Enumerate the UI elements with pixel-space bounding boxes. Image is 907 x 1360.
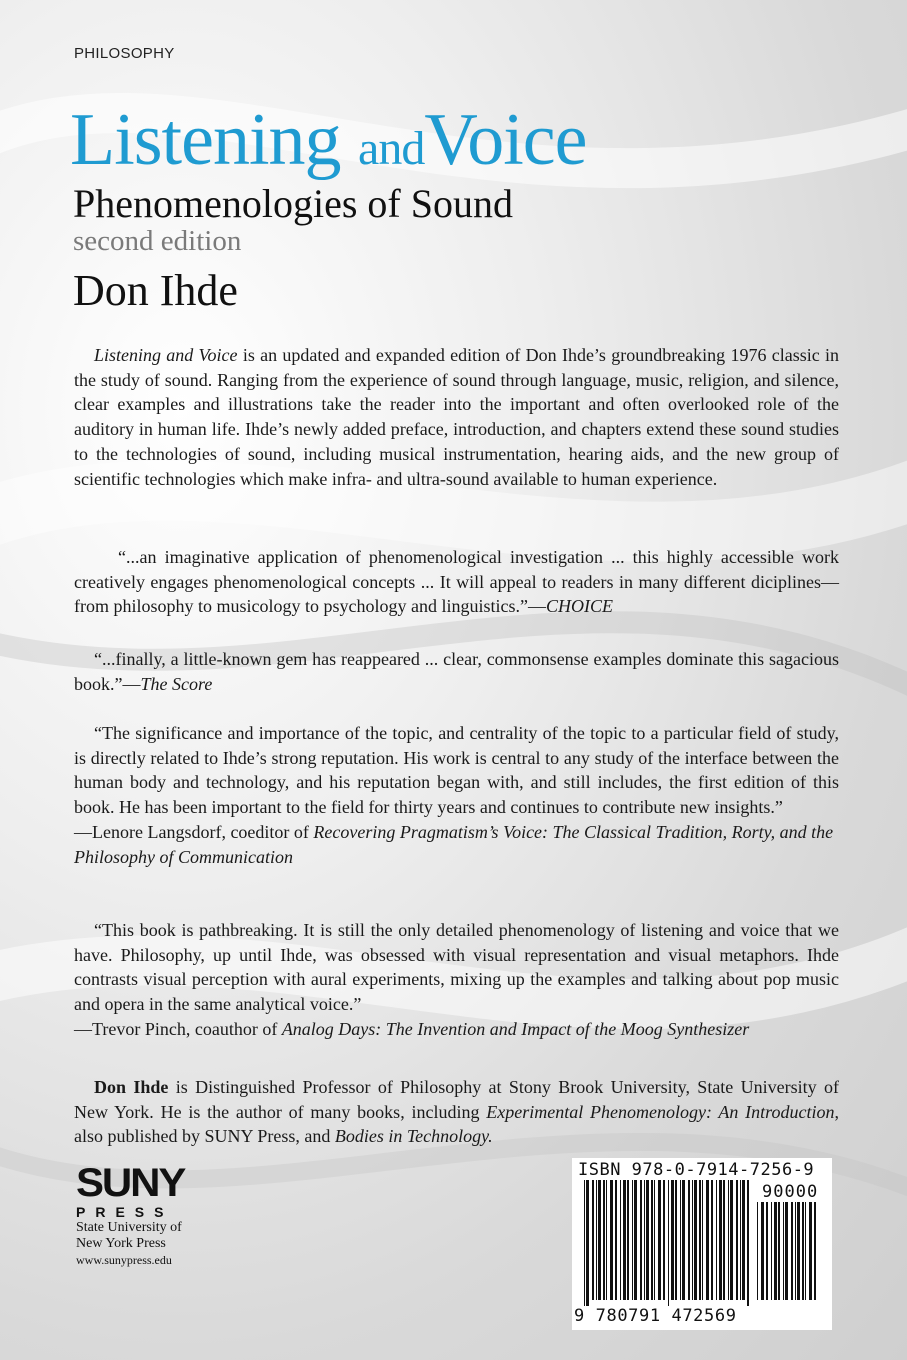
suny-wordmark: SUNY: [76, 1161, 185, 1205]
barcode-bar: [797, 1202, 800, 1300]
description-paragraph: [74, 343, 839, 491]
publisher-logo: [76, 1161, 206, 1268]
barcode-bar: [596, 1180, 597, 1300]
barcode-bar: [644, 1180, 645, 1300]
quote-text: “...finally, a little-known gem has reappeared ... clear, commonsense examples dominate this sagacious book.”: [74, 649, 839, 694]
barcode-bar: [680, 1180, 681, 1300]
barcode-bar: [606, 1180, 607, 1300]
barcode-bar: [742, 1180, 745, 1300]
quote-dash: —: [527, 596, 546, 617]
barcode-bar: [623, 1180, 626, 1300]
barcode-bar: [615, 1180, 617, 1300]
quote-source: The Score: [140, 673, 213, 694]
quote-text: “...an imaginative application of phenomenological investigation ... this highly accessible work creatively engages phenomenological concepts ... It will appeal to readers in many different diciplines—from philosophy to musicology to psychology and linguistics.”: [74, 547, 839, 617]
barcode-bar: [723, 1180, 725, 1300]
review-quote-score: [74, 647, 839, 696]
barcode-bar: [586, 1180, 589, 1306]
barcode-bar: [675, 1180, 677, 1300]
barcode-bar: [592, 1180, 594, 1300]
barcode-bar: [785, 1202, 788, 1300]
barcode-bar: [603, 1180, 605, 1300]
barcode-bar: [761, 1202, 764, 1300]
bio-name: Don Ihde: [94, 1077, 169, 1097]
author-name: Don Ihde: [73, 266, 238, 315]
barcode-bar: [640, 1180, 642, 1300]
barcode-bar: [814, 1202, 816, 1300]
barcode-bar: [730, 1180, 733, 1300]
barcode: [572, 1158, 832, 1330]
attribution-work: Analog Days: The Invention and Impact of the Moog Synthesizer: [281, 1018, 750, 1039]
review-quote-langsdorf: [74, 721, 839, 869]
barcode-bar: [728, 1180, 729, 1300]
barcode-bar: [809, 1202, 812, 1300]
title-word-and: and: [358, 122, 425, 175]
barcode-bar: [620, 1180, 621, 1300]
barcode-bar: [805, 1202, 806, 1300]
barcode-bar: [598, 1180, 601, 1300]
author-bio: [74, 1075, 839, 1149]
barcode-bars: [584, 1180, 754, 1306]
isbn-label: ISBN 978-0-7914-7256-9: [578, 1160, 815, 1180]
barcode-bar: [694, 1180, 697, 1300]
barcode-bar: [610, 1180, 613, 1300]
barcode-bar: [778, 1202, 780, 1300]
barcode-bar: [706, 1180, 709, 1300]
publisher-url: www.sunypress.edu: [76, 1253, 172, 1267]
barcode-bar: [757, 1202, 758, 1300]
barcode-bar: [795, 1202, 796, 1300]
barcode-bar: [663, 1180, 665, 1300]
barcode-bar: [634, 1180, 637, 1300]
barcode-bar: [632, 1180, 633, 1300]
bio-text: is Distinguished Professor of Philosophy at Stony Brook University, State University of New York. He is the author of many books, including: [74, 1077, 839, 1122]
barcode-bar: [646, 1180, 649, 1300]
press-wordmark: PRESS: [76, 1204, 174, 1220]
publisher-line-2: New York Press: [76, 1236, 166, 1251]
publisher-line-1: State University of: [76, 1220, 182, 1235]
price-code: 90000: [762, 1182, 819, 1202]
barcode-bar: [699, 1180, 701, 1300]
quote-dash: —: [122, 673, 141, 694]
review-quote-choice: [74, 545, 839, 619]
barcode-bar: [783, 1202, 784, 1300]
bio-book-1: Experimental Phenomenology: An Introduction: [486, 1101, 835, 1122]
barcode-bar: [682, 1180, 685, 1300]
barcode-bar: [688, 1180, 690, 1300]
barcode-bar: [802, 1202, 804, 1300]
barcode-bar: [791, 1202, 793, 1300]
barcode-bar: [716, 1180, 717, 1300]
barcode-bar: [702, 1180, 703, 1300]
barcode-bar: [740, 1180, 741, 1300]
barcode-bar: [658, 1180, 661, 1300]
barcode-bar: [766, 1202, 768, 1300]
barcode-bar: [584, 1180, 585, 1306]
edition-label: second edition: [73, 225, 242, 257]
attribution-work: Recovering Pragmatism’s Voice: The Classical Tradition, Rorty, and the Philosophy of Communication: [74, 821, 834, 867]
quote-text: “The significance and importance of the topic, and centrality of the topic to a particular field of study, is directly related to Ihde’s strong reputation. His work is central to any study of the interface between the human body and technology, and his reputation began with, and still includes, the first edition of this book. He has been important to the field for thirty years and continues to contribute new insights.”: [74, 723, 839, 818]
barcode-bar: [654, 1180, 655, 1300]
review-quote-pinch: [74, 918, 839, 1042]
ean-digits: 9 780791 472569: [574, 1306, 737, 1326]
barcode-bar: [771, 1202, 772, 1300]
bio-text: , also published by SUNY Press, and: [74, 1101, 840, 1147]
quote-text: “This book is pathbreaking. It is still the only detailed phenomenology of listening and voice that we have. Philosophy, up until Ihde, was obsessed with visual representation and visual metaphors. Ihde contrasts visual perception with aural experiments, mixing up the examples and talking about pop music and opera in the same analytical voice.”: [74, 920, 839, 1015]
bio-book-2: Bodies in Technology.: [334, 1126, 493, 1147]
description-lead-title: Listening and Voice: [94, 345, 238, 365]
barcode-bar: [774, 1202, 777, 1300]
title-word-listening: Listening: [70, 99, 341, 181]
barcode-bar: [651, 1180, 653, 1300]
description-text: is an updated and expanded edition of Don Ihde’s groundbreaking 1976 classic in the study of sound. Ranging from the experience of sound through language, music, religion, and silence, clear examples and illustrations take the reader into the important and often overlooked role of the auditory in human life. Ihde’s newly added preface, introduction, and chapters extend these sound studies to the technologies of sound, including musical instrumentation, hearing aids, and the new group of scientific technologies which make infra- and ultra-sound available to human experience.: [74, 345, 839, 489]
attribution-text: —Trevor Pinch, coauthor of: [74, 1018, 282, 1039]
barcode-addon-bars: [757, 1202, 819, 1306]
quote-attribution: [74, 1017, 839, 1042]
quote-source: CHOICE: [545, 596, 613, 617]
barcode-bar: [692, 1180, 693, 1300]
attribution-text: —Lenore Langsdorf, coeditor of: [74, 821, 314, 842]
title-word-voice: Voice: [424, 99, 587, 181]
book-subtitle: Phenomenologies of Sound: [73, 181, 513, 226]
barcode-bar: [627, 1180, 629, 1300]
barcode-bar: [736, 1180, 738, 1300]
barcode-bar: [747, 1180, 749, 1306]
barcode-bar: [711, 1180, 713, 1300]
category-label: PHILOSOPHY: [74, 45, 175, 62]
barcode-bar: [671, 1180, 674, 1300]
barcode-bar: [719, 1180, 722, 1300]
barcode-bar: [668, 1180, 669, 1306]
quote-attribution: [74, 820, 839, 869]
